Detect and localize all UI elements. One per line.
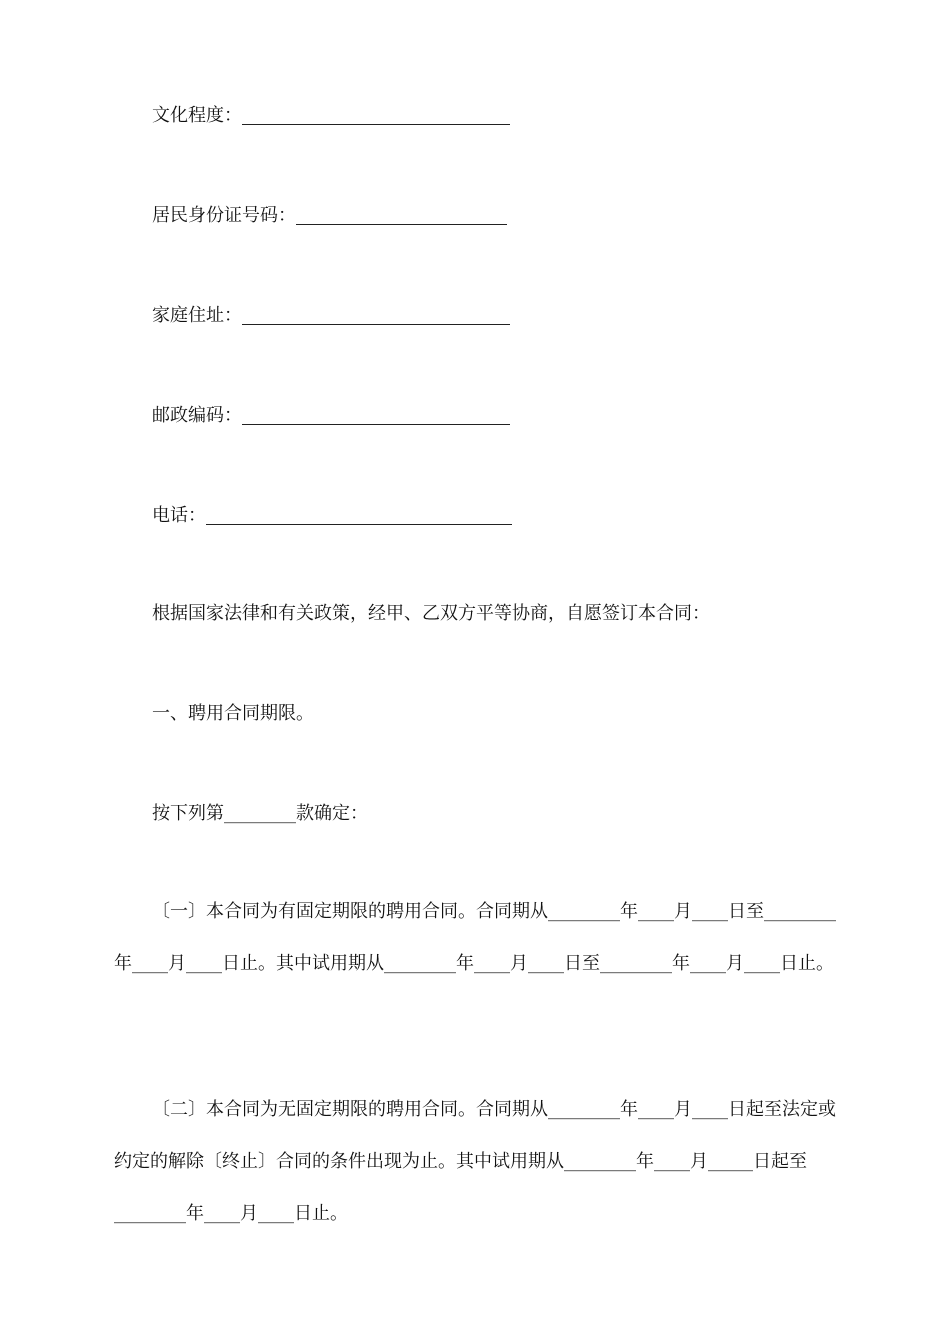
education-label: 文化程度： [152,105,242,126]
address-label: 家庭住址： [152,305,242,326]
clause-select-before: 按下列第 [152,803,224,824]
section1-title: 一、聘用合同期限。 [152,703,314,724]
postcode-line [152,404,510,428]
postcode-blank[interactable] [242,407,510,425]
clause-select-line [152,802,368,826]
id-number-blank[interactable] [296,207,507,225]
clause-select-after: 款确定： [296,803,368,824]
intro-paragraph: 根据国家法律和有关政策，经甲、乙双方平等协商，自愿签订本合同： [152,603,710,624]
address-blank[interactable] [242,307,510,325]
id-number-label: 居民身份证号码： [152,205,296,226]
phone-label: 电话： [152,505,206,526]
education-blank[interactable] [242,107,510,125]
postcode-label: 邮政编码： [152,405,242,426]
phone-blank[interactable] [206,507,512,525]
phone-line [152,504,512,528]
id-number-line [152,204,507,228]
education-line [152,104,510,128]
clause-1-paragraph: 〔一〕本合同为有固定期限的聘用合同。合同期从________年____月____日至________年____月____日止。其中试用期从________年____月____日至________年____月____日止。 [114,901,836,974]
clause-select-blank[interactable]: ________ [224,803,296,824]
clause-2-paragraph: 〔二〕本合同为无固定期限的聘用合同。合同期从________年____月____日起至法定或约定的解除〔终止〕合同的条件出现为止。其中试用期从________年____月_____日起至________年____月____日止。 [114,1099,836,1224]
address-line [152,304,510,328]
